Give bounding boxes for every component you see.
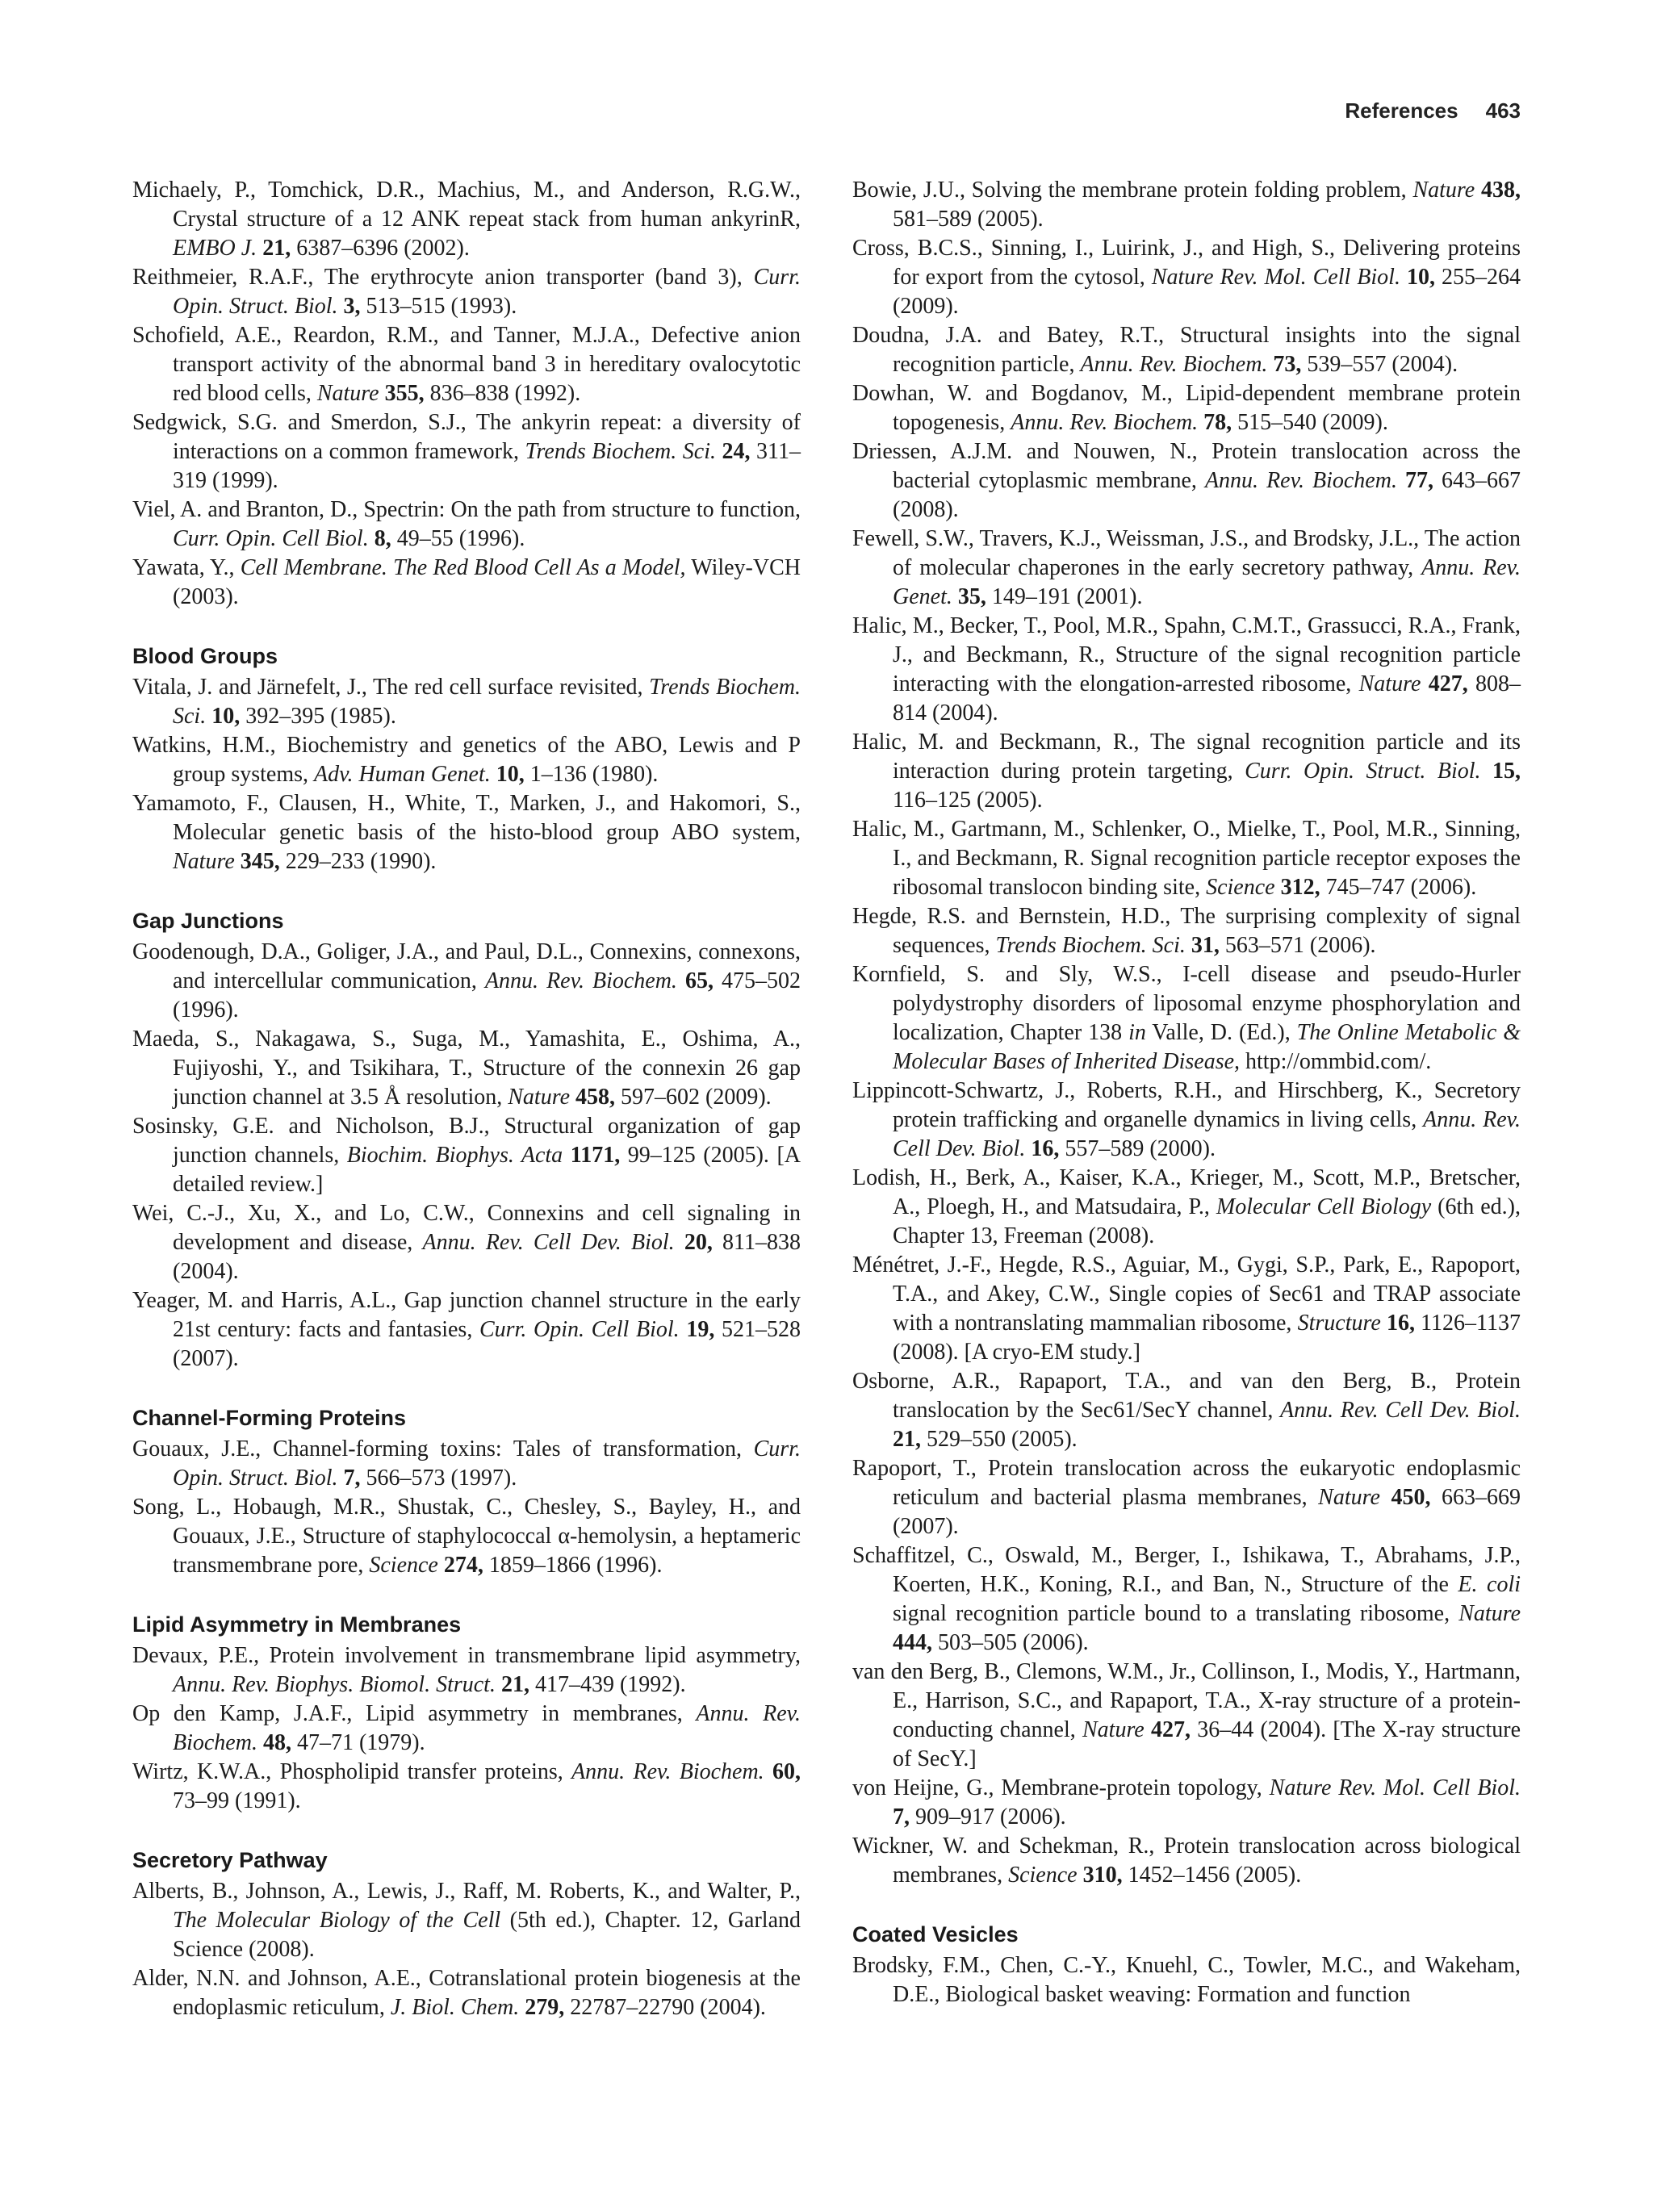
reference-volume: 8, [374,526,391,551]
reference-entry [132,731,801,789]
reference-volume: 312, [1280,875,1320,900]
reference-text: 515–540 (2009). [1232,410,1388,435]
reference-text: 563–571 (2006). [1219,933,1376,958]
reference-text [563,1143,571,1168]
reference-text: Wirtz, K.W.A., Phospholipid transfer proteins, [132,1759,572,1784]
reference-text: 417–439 (1992). [529,1672,686,1697]
reference-entry [852,902,1521,960]
running-header [1345,98,1521,123]
section-lipid-asymmetry-in-membranes [132,1609,801,1816]
reference-italic-text: Nature Rev. Mol. Cell Biol. [1151,265,1400,290]
reference-italic-text: Annu. Rev. Cell Dev. Biol. [1280,1398,1521,1423]
reference-italic-text: Annu. Rev. Biochem. [484,968,677,993]
reference-text [491,762,496,787]
section-channel-forming-proteins [132,1403,801,1580]
reference-entry [852,960,1521,1077]
reference-entry [852,1077,1521,1164]
reference-text: 1126–1137 (2008). [A cryo-EM study.] [893,1311,1521,1365]
reference-text: 49–55 (1996). [391,526,525,551]
reference-italic-text: Annu. Rev. Genet. [893,555,1521,609]
reference-text: 503–505 (2006). [932,1630,1089,1655]
reference-entry [132,1700,801,1758]
reference-volume: 7, [343,1466,361,1491]
reference-text: Rapoport, T., Protein translocation across the eukaryotic endoplasmic reticulum and bacterial plasma membranes, [852,1456,1521,1510]
reference-volume: 19, [686,1317,715,1342]
section-heading: Lipid Asymmetry in Membranes [132,1612,462,1637]
reference-entry [852,1951,1521,2009]
reference-text: 99–125 (2005). [A detailed review.] [173,1143,801,1197]
reference-entry [852,728,1521,815]
reference-text: Hegde, R.S. and Bernstein, H.D., The surprising complexity of signal sequences, [852,904,1521,958]
section-gap-junctions [132,905,801,1374]
reference-italic-text: Annu. Rev. Biophys. Biomol. Struct. [173,1672,496,1697]
reference-entry [852,1658,1521,1774]
reference-italic-text: Trends Biochem. Sci. [173,675,801,729]
reference-text: Schaffitzel, C., Oswald, M., Berger, I., Ishikawa, T., Abrahams, J.P., Koerten, H.K., Koning, R.I., and Ban, N., Structure of the [852,1543,1521,1597]
reference-entry [132,1199,801,1286]
reference-entry [132,938,801,1025]
reference-text: Reithmeier, R.A.F., The erythrocyte anion transporter (band 3), [132,265,754,290]
reference-volume: 1171, [570,1143,621,1168]
reference-text: Gouaux, J.E., Channel-forming toxins: Tales of transformation, [132,1436,754,1461]
reference-text [496,1672,501,1697]
reference-text: 597–602 (2009). [615,1085,772,1110]
reference-text: Valle, D. (Ed.), [1145,1020,1297,1045]
reference-text: 6387–6396 (2002). [291,236,470,261]
reference-volume: 21, [893,1427,921,1452]
reference-text [1145,1717,1151,1742]
reference-text: Sedgwick, S.G. and Smerdon, S.J., The ankyrin repeat: a diversity of interactions on a common framework, [132,410,801,464]
reference-entry [132,673,801,731]
section-heading: Gap Junctions [132,909,284,933]
reference-entry [132,1286,801,1374]
reference-text: Wei, C.-J., Xu, X., and Lo, C.W., Connexins and cell signaling in development and disease, [132,1201,801,1255]
reference-italic-text: Curr. Opin. Struct. Biol. [173,265,801,319]
reference-entry [132,1112,801,1199]
reference-text: Ménétret, J.-F., Hegde, R.S., Aguiar, M., Gygi, S.P., Park, E., Rapoport, T.A., and Akey, C.W., Single copies of Sec61 and TRAP associate with a nontranslating mammalian ribosome, [852,1252,1521,1336]
reference-text [1481,759,1493,784]
reference-volume: 78, [1203,410,1232,435]
reference-italic-text: Annu. Rev. Biochem. [1011,410,1199,435]
section-heading: Blood Groups [132,644,278,668]
reference-text [379,381,385,406]
reference-text: 47–71 (1979). [291,1730,425,1755]
reference-text [1381,1311,1387,1336]
reference-entry [852,1251,1521,1367]
reference-italic-text: J. Biol. Chem. [390,1995,520,2020]
reference-text: Yeager, M. and Harris, A.L., Gap junction channel structure in the early 21st century: facts and fantasies, [132,1288,801,1342]
reference-italic-text: Nature [1358,671,1421,696]
reference-entry [852,1774,1521,1832]
reference-entry [132,321,801,408]
running-header-title: References [1345,98,1458,123]
reference-italic-text: Annu. Rev. Biochem. [1204,468,1397,493]
reference-text: Sosinsky, G.E. and Nicholson, B.J., Structural organization of gap junction channels, [132,1114,801,1168]
reference-volume: 35, [957,584,986,609]
reference-text: signal recognition particle bound to a translating ribosome, [893,1601,1459,1626]
reference-text [1421,671,1428,696]
reference-text: Michaely, P., Tomchick, D.R., Machius, M., and Anderson, R.G.W., Crystal structure of a 12 ANK repeat stack from human ankyrinR, [132,178,801,232]
section-coated-vesicles [852,1919,1521,2009]
reference-text [338,1466,344,1491]
reference-italic-text: Cell Membrane. The Red Blood Cell As a Model, [240,555,686,580]
reference-text: Cross, B.C.S., Sinning, I., Luirink, J., and High, S., Delivering proteins for export from the cytosol, [852,236,1521,290]
reference-text [675,1230,684,1255]
reference-text: Halic, M., Gartmann, M., Schlenker, O., Mielke, T., Pool, M.R., Sinning, I., and Beckmann, R. Signal recognition particle receptor exposes the ribosomal translocon binding site, [852,817,1521,900]
reference-entry [132,408,801,496]
reference-entry [132,789,801,876]
reference-italic-text: The Online Metabolic & Molecular Bases of Inherited Disease, [893,1020,1521,1074]
reference-text: Osborne, A.R., Rapaport, T.A., and van den Berg, B., Protein translocation by the Sec61/SecY channel, [852,1369,1521,1423]
reference-italic-text: Science [369,1553,438,1578]
reference-text [1275,875,1281,900]
reference-volume: 60, [772,1759,801,1784]
reference-volume: 444, [893,1630,932,1655]
reference-text: Halic, M., Becker, T., Pool, M.R., Spahn, C.M.T., Grassucci, R.A., Frank, J., and Beckmann, R., Structure of the signal recognition particle interacting with the elongation-arrested ribosome, [852,613,1521,696]
reference-italic-text: Adv. Human Genet. [314,762,491,787]
section-secretory-pathway [132,1845,801,2022]
reference-volume: 16, [1386,1311,1415,1336]
reference-text: (6th ed.), Chapter 13, Freeman (2008). [893,1194,1521,1248]
reference-text: 392–395 (1985). [240,704,396,729]
reference-text: 255–264 (2009). [893,265,1521,319]
reference-text: Lodish, H., Berk, A., Kaiser, K.A., Krieger, M., Scott, M.P., Bretscher, A., Ploegh, H., and Matsudaira, P., [852,1165,1521,1219]
page-number: 463 [1485,98,1521,123]
reference-italic-text: Nature [1458,1601,1521,1626]
reference-text: 73–99 (1991). [173,1788,301,1813]
reference-italic-text: Annu. Rev. Biochem. [571,1759,764,1784]
reference-text [235,849,241,874]
reference-text: Lippincott-Schwartz, J., Roberts, R.H., and Hirschberg, K., Secretory protein trafficking and organelle dynamics in living cells, [852,1078,1521,1132]
reference-text: Halic, M. and Beckmann, R., The signal recognition particle and its interaction during protein targeting, [852,730,1521,784]
reference-italic-text: Curr. Opin. Struct. Biol. [1245,759,1481,784]
reference-volume: 3, [343,294,361,319]
reference-entry [852,1164,1521,1251]
reference-text [1078,1863,1083,1888]
reference-text: Viel, A. and Branton, D., Spectrin: On the path from structure to function, [132,497,801,522]
section-heading: Secretory Pathway [132,1848,328,1872]
section-blood-groups [132,641,801,876]
reference-text: 1–136 (1980). [524,762,659,787]
reference-italic-text: EMBO J. [173,236,257,261]
reference-entry [132,263,801,321]
reference-entry [132,1758,801,1816]
reference-text: 539–557 (2004). [1301,352,1458,377]
reference-entry [852,1367,1521,1454]
reference-text [338,294,344,319]
section-continued [132,176,801,612]
reference-text: 149–191 (2001). [986,584,1143,609]
section-heading: Channel-Forming Proteins [132,1406,407,1430]
reference-volume: 274, [443,1553,483,1578]
reference-text: 566–573 (1997). [360,1466,517,1491]
reference-text: Wiley-VCH (2003). [173,555,801,609]
reference-text: Song, L., Hobaugh, M.R., Shustak, C., Chesley, S., Bayley, H., and Gouaux, J.E., Structure of staphylococcal α-hemolysin, a heptameric transmembrane pore, [132,1495,801,1578]
reference-text: 529–550 (2005). [921,1427,1078,1452]
reference-text: Doudna, J.A. and Batey, R.T., Structural insights into the signal recognition particle, [852,323,1521,377]
reference-entry [132,1964,801,2022]
reference-italic-text: Nature [173,849,235,874]
reference-text [369,526,375,551]
reference-italic-text: Annu. Rev. Cell Dev. Biol. [893,1107,1521,1161]
reference-text: Alder, N.N. and Johnson, A.E., Cotranslational protein biogenesis at the endoplasmic reticulum, [132,1966,801,2020]
reference-entry [852,1832,1521,1890]
reference-entry [132,1435,801,1493]
reference-volume: 450, [1391,1485,1431,1510]
reference-entry [852,815,1521,902]
reference-text: Watkins, H.M., Biochemistry and genetics of the ABO, Lewis and P group systems, [132,733,801,787]
reference-italic-text: Nature [508,1085,570,1110]
reference-volume: 427, [1428,671,1468,696]
reference-italic-text: Nature [316,381,379,406]
reference-entry [852,379,1521,437]
reference-volume: 16, [1031,1136,1060,1161]
reference-text: 581–589 (2005). [893,207,1044,232]
reference-text: 1859–1866 (1996). [483,1553,663,1578]
reference-volume: 65, [684,968,714,993]
reference-volume: 31, [1191,933,1220,958]
reference-text: 36–44 (2004). [The X-ray structure of SecY.] [893,1717,1521,1771]
reference-text [1475,178,1481,203]
reference-volume: 310, [1082,1863,1123,1888]
reference-text: 475–502 (1996). [173,968,801,1022]
reference-italic-text: Science [1008,1863,1078,1888]
reference-italic-text: Nature Rev. Mol. Cell Biol. [1269,1775,1521,1800]
reference-italic-text: Molecular Cell Biology [1216,1194,1432,1219]
reference-text [716,439,722,464]
reference-text: 745–747 (2006). [1320,875,1477,900]
reference-text: Goodenough, D.A., Goliger, J.A., and Paul, D.L., Connexins, connexons, and intercellular communication, [132,939,801,993]
reference-italic-text: Biochim. Biophys. Acta [346,1143,563,1168]
reference-text [257,1730,263,1755]
section-heading: Coated Vesicles [852,1922,1019,1946]
reference-text: Kornfield, S. and Sly, W.S., I-cell disease and pseudo-Hurler polydystrophy disorders of liposomal enzyme phosphorylation and localization, Chapter 138 [852,962,1521,1045]
reference-text [438,1553,444,1578]
reference-text: 811–838 (2004). [173,1230,801,1284]
reference-volume: 438, [1481,178,1521,203]
reference-text: http://ommbid.com/. [1240,1049,1432,1074]
reference-volume: 345, [240,849,280,874]
reference-entry [132,1493,801,1580]
reference-italic-text: Trends Biochem. Sci. [995,933,1186,958]
reference-text: Op den Kamp, J.A.F., Lipid asymmetry in membranes, [132,1701,697,1726]
reference-text: Alberts, B., Johnson, A., Lewis, J., Raff, M. Roberts, K., and Walter, P., [132,1879,801,1904]
reference-italic-text: in [1128,1020,1146,1045]
reference-text [677,968,685,993]
reference-entry [132,496,801,554]
reference-italic-text: Nature [1412,178,1475,203]
reference-volume: 15, [1492,759,1521,784]
reference-text: 643–667 (2008). [893,468,1521,522]
reference-entry [132,1877,801,1964]
reference-text: 311–319 (1999). [173,439,801,493]
reference-volume: 10, [211,704,241,729]
reference-text: Schofield, A.E., Reardon, R.M., and Tanner, M.J.A., Defective anion transport activity of the abnormal band 3 in hereditary ovalocytotic red blood cells, [132,323,801,406]
reference-italic-text: Structure [1297,1311,1381,1336]
reference-volume: 21, [500,1672,529,1697]
reference-text: 513–515 (1993). [360,294,517,319]
reference-volume: 355, [384,381,425,406]
reference-italic-text: Curr. Opin. Cell Biol. [479,1317,680,1342]
reference-text [1186,933,1191,958]
reference-text: von Heijne, G., Membrane-protein topology, [852,1775,1270,1800]
reference-text: Bowie, J.U., Solving the membrane protein folding problem, [852,178,1413,203]
reference-text: Devaux, P.E., Protein involvement in transmembrane lipid asymmetry, [132,1643,801,1668]
reference-italic-text: Curr. Opin. Struct. Biol. [173,1436,801,1491]
reference-entry [852,321,1521,379]
reference-entry [132,1641,801,1700]
reference-entry [132,176,801,263]
reference-text: Yawata, Y., [132,555,241,580]
right-column [852,176,1521,2009]
reference-italic-text: Nature [1318,1485,1380,1510]
reference-text [952,584,958,609]
reference-italic-text: Trends Biochem. Sci. [525,439,716,464]
reference-italic-text: Nature [1082,1717,1145,1742]
reference-text [1397,468,1405,493]
reference-volume: 10, [496,762,525,787]
reference-volume: 77, [1404,468,1433,493]
section-continued [852,176,1521,1890]
reference-text: Yamamoto, F., Clausen, H., White, T., Marken, J., and Hakomori, S., Molecular genetic basis of the histo-blood group ABO system, [132,791,801,845]
reference-text: 22787–22790 (2004). [564,1995,766,2020]
reference-text: 909–917 (2006). [910,1804,1066,1829]
reference-text: 557–589 (2000). [1059,1136,1216,1161]
reference-volume: 427, [1150,1717,1191,1742]
reference-text [764,1759,772,1784]
left-column [132,176,801,2022]
reference-text [1400,265,1407,290]
reference-italic-text: The Molecular Biology of the Cell [173,1908,501,1933]
reference-text: 116–125 (2005). [893,788,1043,813]
reference-italic-text: E. coli [1458,1572,1521,1597]
reference-text: 836–838 (1992). [424,381,581,406]
reference-entry [132,554,801,612]
reference-entry [852,525,1521,612]
reference-volume: 7, [893,1804,910,1829]
reference-text: Brodsky, F.M., Chen, C.-Y., Knuehl, C., Towler, M.C., and Wakeham, D.E., Biological basket weaving: Formation and function [852,1953,1521,2007]
reference-text: (5th ed.), Chapter. 12, Garland Science (2008). [173,1908,801,1962]
reference-text: 808–814 (2004). [893,671,1521,725]
reference-volume: 10, [1406,265,1435,290]
reference-volume: 21, [262,236,291,261]
reference-text: Vitala, J. and Järnefelt, J., The red cell surface revisited, [132,675,650,700]
reference-volume: 24, [722,439,751,464]
reference-italic-text: Annu. Rev. Cell Dev. Biol. [422,1230,675,1255]
reference-entry [852,612,1521,728]
reference-text: Maeda, S., Nakagawa, S., Suga, M., Yamashita, E., Oshima, A., Fujiyoshi, Y., and Tsikihara, T., Structure of the connexin 26 gap junction channel at 3.5 Å resolution, [132,1027,801,1110]
reference-volume: 458, [575,1085,615,1110]
reference-text: 521–528 (2007). [173,1317,801,1371]
reference-volume: 279, [525,1995,565,2020]
reference-entry [852,176,1521,234]
reference-text [570,1085,575,1110]
reference-entry [852,1541,1521,1658]
reference-italic-text: Annu. Rev. Biochem. [1080,352,1268,377]
reference-text: Driessen, A.J.M. and Nouwen, N., Protein translocation across the bacterial cytoplasmic membrane, [852,439,1521,493]
reference-entry [852,437,1521,525]
reference-italic-text: Annu. Rev. Biochem. [173,1701,801,1755]
reference-volume: 48, [262,1730,291,1755]
reference-entry [852,1454,1521,1541]
reference-volume: 20, [684,1230,713,1255]
reference-text: 663–669 (2007). [893,1485,1521,1539]
reference-italic-text: Science [1206,875,1275,900]
reference-text: 229–233 (1990). [279,849,437,874]
reference-italic-text: Curr. Opin. Cell Biol. [173,526,369,551]
reference-text: 1452–1456 (2005). [1122,1863,1302,1888]
reference-text: Fewell, S.W., Travers, K.J., Weissman, J.S., and Brodsky, J.L., The action of molecular chaperones in the early secretory pathway, [852,526,1521,580]
reference-volume: 73, [1273,352,1302,377]
reference-text: Wickner, W. and Schekman, R., Protein translocation across biological membranes, [852,1834,1521,1888]
reference-entry [852,234,1521,321]
reference-text: van den Berg, B., Clemons, W.M., Jr., Collinson, I., Modis, Y., Hartmann, E., Harrison, S.C., and Rapaport, T.A., X-ray structure of a protein-conducting channel, [852,1659,1521,1742]
reference-text [1380,1485,1391,1510]
reference-entry [132,1025,801,1112]
reference-text: Dowhan, W. and Bogdanov, M., Lipid-dependent membrane protein topogenesis, [852,381,1521,435]
